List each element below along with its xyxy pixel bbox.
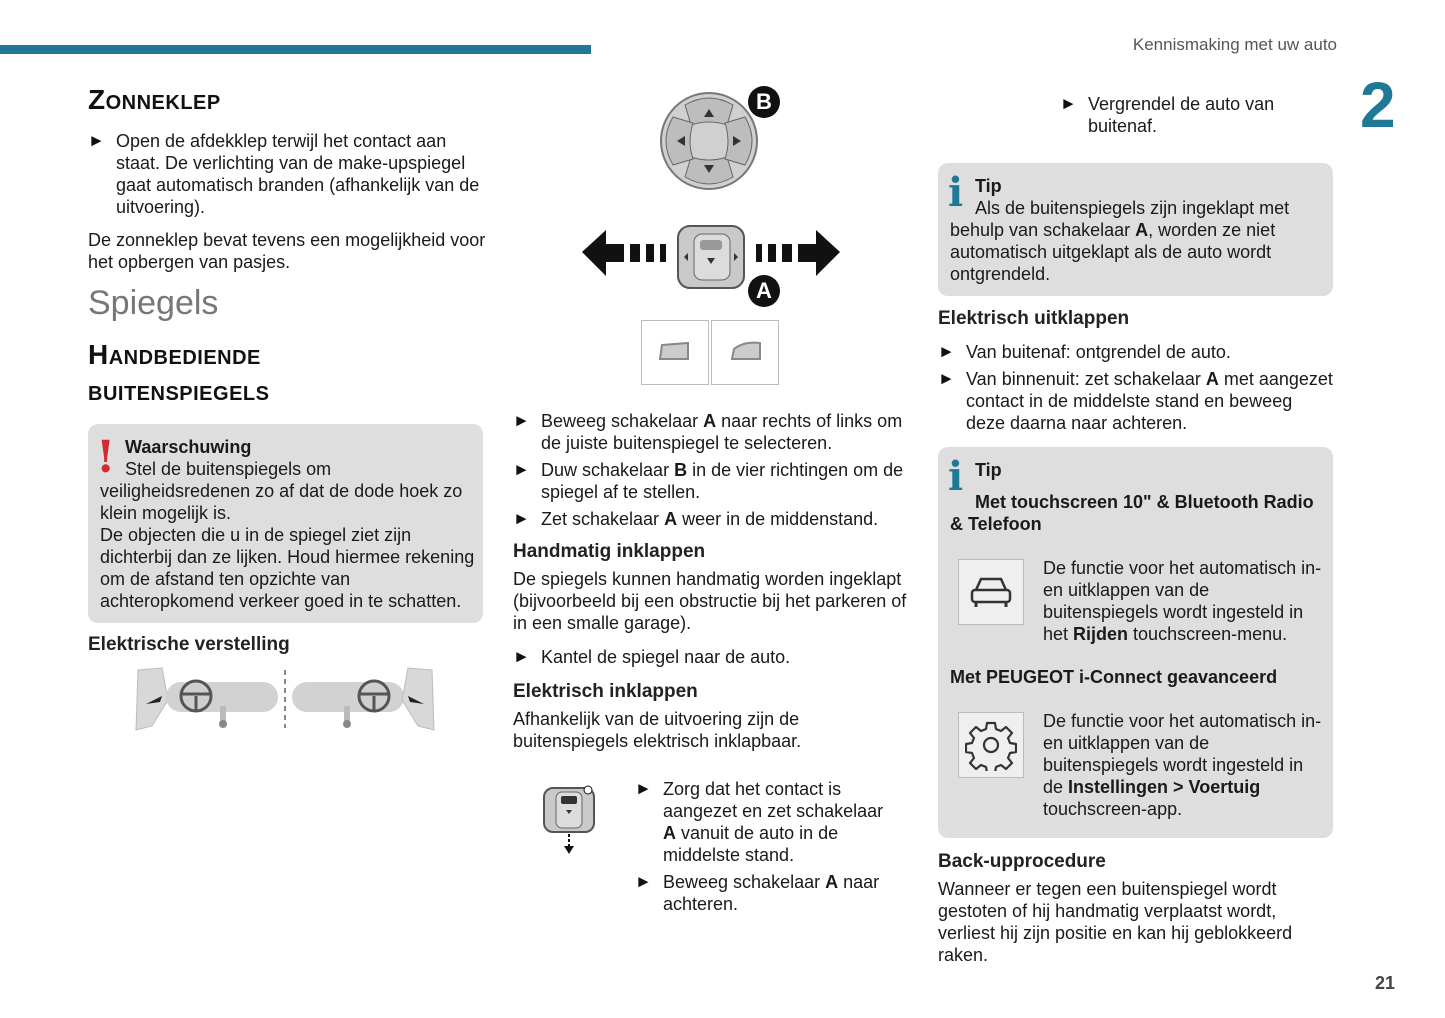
chapter-number: 2 — [1360, 69, 1396, 141]
bullet-icon: ► — [513, 411, 530, 430]
running-title: Kennismaking met uw auto — [1132, 35, 1337, 54]
tip2-text-1: De functie voor het automatisch in- en uitklappen van de buitenspiegels wordt ingesteld in het Rijden touchscreen-menu. — [1043, 558, 1322, 644]
bullet-unlock-outside: ► Van buitenaf: ontgrendel de auto. — [938, 342, 1231, 362]
bullet-icon: ► — [513, 460, 530, 479]
label-b-badge: B — [748, 86, 780, 118]
back-up-heading: Back-upprocedure — [938, 851, 1106, 872]
tip2-text-2: De functie voor het automatisch in- en uitklappen van de buitenspiegels wordt ingesteld in de Instellingen > Voertuig touchscreen-app. — [1043, 711, 1322, 819]
back-up-section — [938, 850, 1318, 966]
handmatig-text: De spiegels kunnen handmatig worden ingeklapt (bijvoorbeeld bij een obstructie bij het parkeren of in een smalle garage). — [513, 569, 907, 633]
tip2-subheading-1: Met touchscreen 10" & Bluetooth Radio & Telefoon — [950, 492, 1314, 534]
bullet-from-inside: ► Van binnenuit: zet schakelaar A met aangezet contact in de middelste stand en beweeg deze daarna naar achteren. — [938, 369, 1333, 433]
handmatig-heading: Handmatig inklappen — [513, 541, 706, 562]
bullet-select-mirror: ► Beweeg schakelaar A naar rechts of links om de juiste buitenspiegel te selecteren. — [513, 411, 903, 453]
column-1 — [88, 82, 488, 409]
gear-icon — [965, 719, 1017, 771]
tip1-title: Tip — [975, 176, 1002, 196]
zonneklep-heading: Zonneklep — [88, 84, 221, 115]
settings-tile — [958, 712, 1024, 778]
label-a-badge: A — [748, 275, 780, 307]
bullet-middle-position: ► Zet schakelaar A weer in de middenstand. — [513, 509, 879, 529]
page-number: 21 — [1375, 973, 1396, 993]
info-icon: i — [948, 169, 964, 216]
tip-box-2 — [938, 447, 1333, 838]
bullet-icon: ► — [635, 779, 652, 798]
mirror-selector-switch-a — [580, 222, 842, 292]
zonneklep-bullet: ► Open de afdekklep terwijl het contact aan staat. De verlichting van de make-upspiegel gaat automatisch branden (afhankelijk van de uitvoering). — [88, 131, 480, 217]
column-2-text — [513, 410, 908, 752]
bullet-icon: ► — [513, 509, 530, 528]
info-icon: i — [948, 453, 964, 500]
bullet-icon: ► — [513, 647, 530, 666]
tip2-title: Tip — [975, 460, 1002, 480]
elektrische-verstelling-heading: Elektrische verstelling — [88, 634, 290, 655]
left-mirror-icon — [642, 321, 708, 384]
bullet-fold-step-2: ► Beweeg schakelaar A naar achteren. — [635, 872, 880, 914]
warning-text-2: De objecten die u in de spiegel ziet zijn dichterbij dan ze lijken. Houd hiermee rekening om de afstand ten opzichte van achteropkomend verkeer goed in te schatten. — [100, 525, 475, 611]
right-mirror-tile — [711, 320, 779, 385]
bullet-icon: ► — [635, 872, 652, 891]
spiegels-heading: Spiegels — [88, 284, 219, 322]
exclamation-icon: ! — [96, 432, 116, 483]
vergrendel-bullet: ► Vergrendel de auto van buitenaf. — [1060, 94, 1275, 136]
right-mirror-icon — [712, 321, 778, 384]
dashboard-mirrors-illustration — [132, 664, 438, 734]
bullet-fold-step-1: ► Zorg dat het contact is aangezet en zet schakelaar A vanuit de auto in de middelste stand. — [635, 779, 884, 865]
uitklappen-section — [938, 307, 1333, 434]
tip2-subheading-2: Met PEUGEOT i-Connect geavanceerd — [950, 667, 1278, 687]
left-mirror-tile — [641, 320, 709, 385]
bullet-icon: ► — [938, 342, 955, 361]
uitklappen-heading: Elektrisch uitklappen — [938, 308, 1130, 329]
tip-box-1 — [938, 163, 1333, 296]
warning-box — [88, 424, 483, 623]
car-tile — [958, 559, 1024, 625]
bullet-tilt-mirror: ► Kantel de spiegel naar de auto. — [513, 647, 791, 667]
elektrisch-inklappen-text: Afhankelijk van de uitvoering zijn de buitenspiegels elektrisch inklapbaar. — [513, 709, 802, 751]
bullet-icon: ► — [1060, 94, 1077, 113]
header-accent-bar — [0, 45, 591, 54]
tip1-text: Als de buitenspiegels zijn ingeklapt met behulp van schakelaar A, worden ze niet automatisch uitgeklapt als de auto wordt ontgrendeld. — [950, 198, 1290, 284]
back-up-text: Wanneer er tegen een buitenspiegel wordt gestoten of hij handmatig verplaatst wordt, verliest hij zijn positie en kan hij geblokkeerd raken. — [938, 879, 1293, 965]
bullet-adjust-mirror: ► Duw schakelaar B in de vier richtingen om de spiegel af te stellen. — [513, 460, 904, 502]
zonneklep-text: De zonneklep bevat tevens een mogelijkheid voor het opbergen van pasjes. — [88, 230, 486, 272]
car-icon — [968, 574, 1014, 610]
bullet-icon: ► — [88, 131, 105, 150]
warning-title: Waarschuwing — [125, 437, 252, 457]
bullet-icon: ► — [938, 369, 955, 388]
handbediende-heading: Handbediende buitenspiegels — [88, 339, 270, 406]
elektrisch-inklappen-heading: Elektrisch inklappen — [513, 681, 698, 702]
warning-text-1: Stel de buitenspiegels om veiligheidsredenen zo af dat de dode hoek zo klein mogelijk is. — [100, 459, 463, 523]
switch-fold-icon — [540, 784, 600, 856]
fold-steps — [635, 778, 890, 915]
